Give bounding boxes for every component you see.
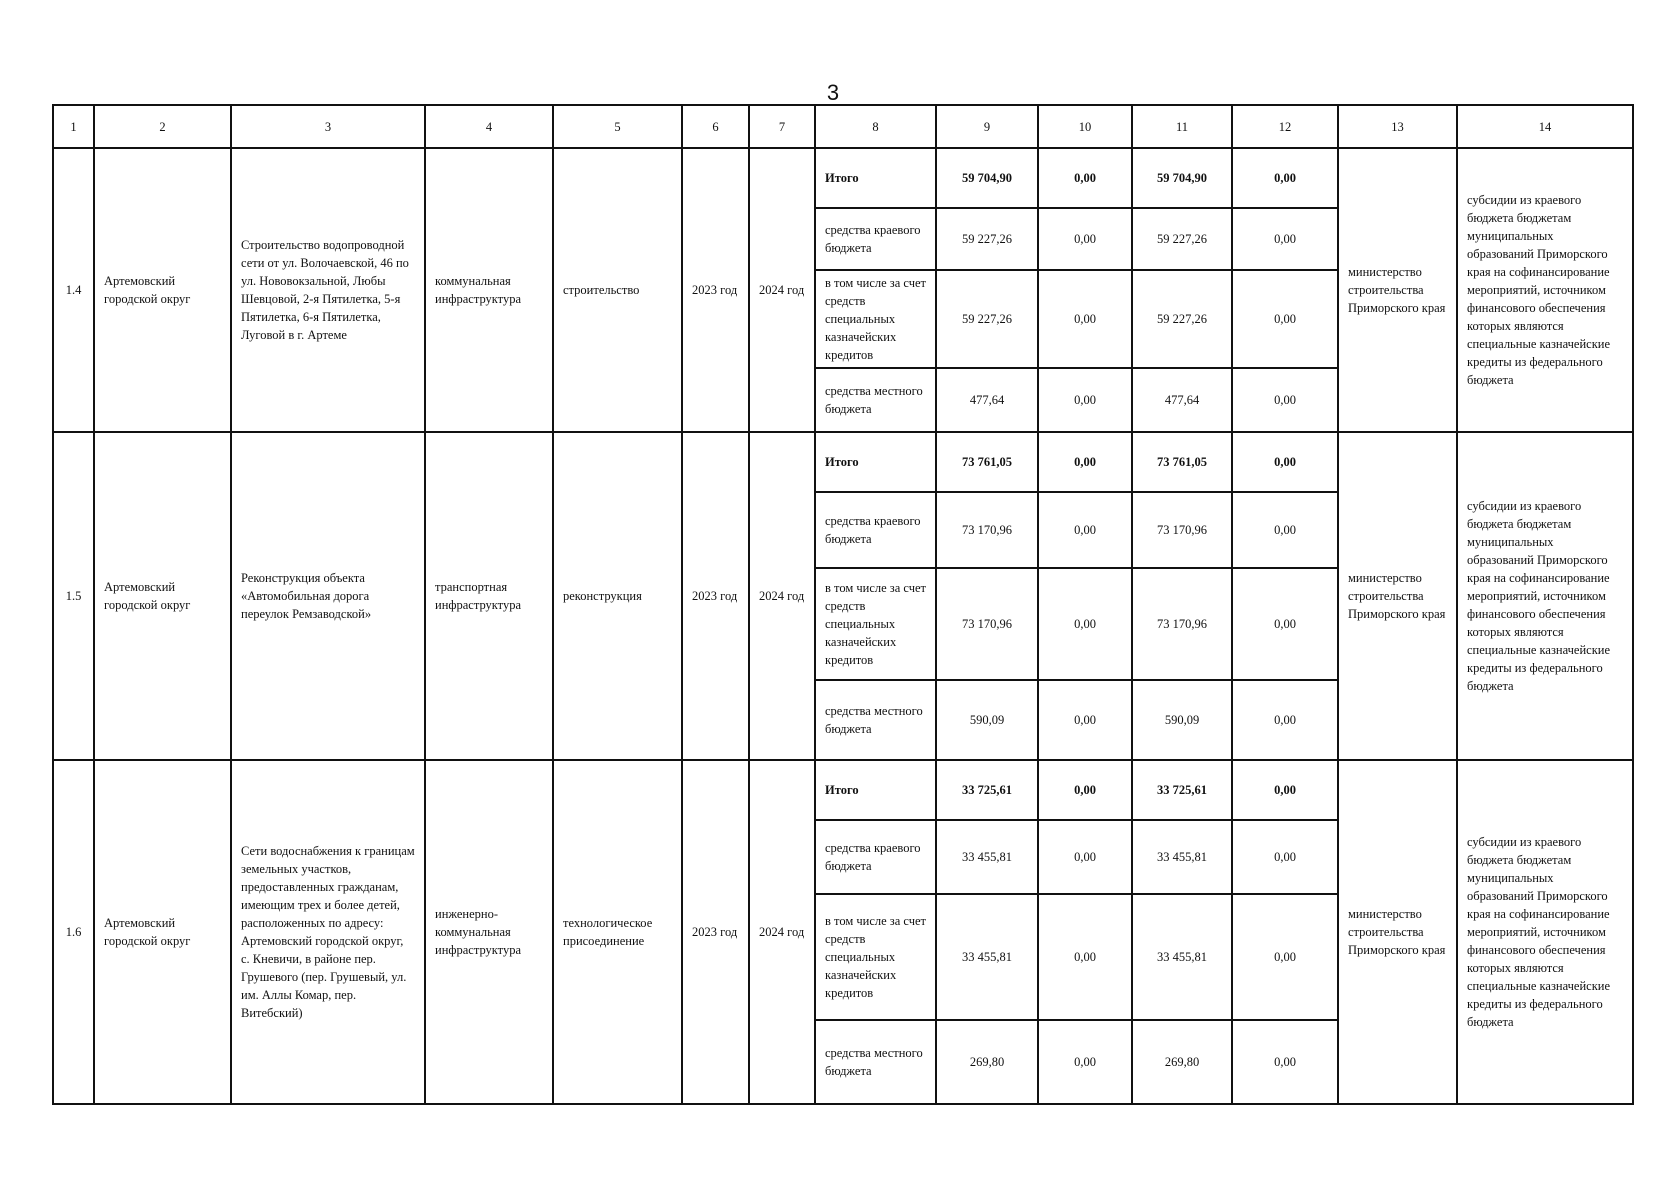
row-number: 1.6 (53, 760, 94, 1104)
value-cell: 33 455,81 (936, 820, 1038, 894)
value-cell: 0,00 (1232, 208, 1338, 270)
category-cell: инженерно-коммунальная инфраструктура (425, 760, 553, 1104)
value-cell: 0,00 (1232, 820, 1338, 894)
work-type-cell: технологическое присоединение (553, 760, 682, 1104)
column-header: 6 (682, 105, 749, 148)
work-type-cell: строительство (553, 148, 682, 432)
column-header: 2 (94, 105, 231, 148)
value-cell: 73 170,96 (1132, 492, 1232, 568)
end-year-cell: 2024 год (749, 432, 815, 760)
value-cell: 269,80 (1132, 1020, 1232, 1104)
value-cell: 0,00 (1038, 1020, 1132, 1104)
funding-source: Итого (815, 760, 936, 820)
category-cell: коммунальная инфраструктура (425, 148, 553, 432)
end-year-cell: 2024 год (749, 148, 815, 432)
column-header: 13 (1338, 105, 1457, 148)
municipality-cell: Артемовский городской округ (94, 148, 231, 432)
note-cell: субсидии из краевого бюджета бюджетам муниципальных образований Приморского края на софинансирование мероприятий, источником финансового обеспечения которых являются специальные казначейские кредиты из федерального бюджета (1457, 148, 1633, 432)
responsible-cell: министерство строительства Приморского края (1338, 148, 1457, 432)
municipality-cell: Артемовский городской округ (94, 432, 231, 760)
end-year-cell: 2024 год (749, 760, 815, 1104)
value-cell: 269,80 (936, 1020, 1038, 1104)
value-cell: 59 704,90 (936, 148, 1038, 208)
funding-source: средства местного бюджета (815, 680, 936, 760)
value-cell: 73 170,96 (1132, 568, 1232, 680)
object-cell: Реконструкция объекта «Автомобильная дорога переулок Ремзаводской» (231, 432, 425, 760)
value-cell: 0,00 (1232, 760, 1338, 820)
funding-source: в том числе за счет средств специальных казначейских кредитов (815, 568, 936, 680)
value-cell: 0,00 (1232, 568, 1338, 680)
value-cell: 0,00 (1232, 680, 1338, 760)
start-year-cell: 2023 год (682, 760, 749, 1104)
table-row (53, 148, 1633, 208)
value-cell: 73 170,96 (936, 568, 1038, 680)
note-cell: субсидии из краевого бюджета бюджетам муниципальных образований Приморского края на софинансирование мероприятий, источником финансового обеспечения которых являются специальные казначейские кредиты из федерального бюджета (1457, 760, 1633, 1104)
table-row (53, 760, 1633, 820)
column-header: 12 (1232, 105, 1338, 148)
column-header: 7 (749, 105, 815, 148)
funding-source: средства краевого бюджета (815, 820, 936, 894)
funding-source: в том числе за счет средств специальных казначейских кредитов (815, 270, 936, 368)
funding-source: Итого (815, 148, 936, 208)
object-cell: Строительство водопроводной сети от ул. Волочаевской, 46 по ул. Нововокзальной, Любы Шевцовой, 2-я Пятилетка, 5-я Пятилетка, 6-я Пятилетка, Луговой в г. Артеме (231, 148, 425, 432)
column-header: 14 (1457, 105, 1633, 148)
responsible-cell: министерство строительства Приморского края (1338, 760, 1457, 1104)
value-cell: 0,00 (1038, 820, 1132, 894)
column-header: 10 (1038, 105, 1132, 148)
value-cell: 33 725,61 (936, 760, 1038, 820)
value-cell: 477,64 (1132, 368, 1232, 432)
column-header: 11 (1132, 105, 1232, 148)
value-cell: 0,00 (1232, 1020, 1338, 1104)
value-cell: 0,00 (1038, 568, 1132, 680)
value-cell: 73 761,05 (1132, 432, 1232, 492)
start-year-cell: 2023 год (682, 432, 749, 760)
funding-source: средства местного бюджета (815, 1020, 936, 1104)
projects-table (52, 104, 1634, 1105)
value-cell: 33 455,81 (936, 894, 1038, 1020)
responsible-cell: министерство строительства Приморского края (1338, 432, 1457, 760)
municipality-cell: Артемовский городской округ (94, 760, 231, 1104)
work-type-cell: реконструкция (553, 432, 682, 760)
value-cell: 0,00 (1232, 432, 1338, 492)
funding-source: средства краевого бюджета (815, 208, 936, 270)
value-cell: 0,00 (1038, 208, 1132, 270)
value-cell: 0,00 (1038, 492, 1132, 568)
page-number: 3 (826, 80, 840, 105)
value-cell: 73 761,05 (936, 432, 1038, 492)
value-cell: 0,00 (1038, 148, 1132, 208)
column-header: 9 (936, 105, 1038, 148)
value-cell: 59 227,26 (936, 208, 1038, 270)
value-cell: 59 227,26 (936, 270, 1038, 368)
value-cell: 0,00 (1232, 894, 1338, 1020)
value-cell: 0,00 (1038, 680, 1132, 760)
value-cell: 590,09 (936, 680, 1038, 760)
value-cell: 0,00 (1038, 368, 1132, 432)
column-header: 3 (231, 105, 425, 148)
note-cell: субсидии из краевого бюджета бюджетам муниципальных образований Приморского края на софинансирование мероприятий, источником финансового обеспечения которых являются специальные казначейские кредиты из федерального бюджета (1457, 432, 1633, 760)
header-row (53, 105, 1633, 148)
value-cell: 0,00 (1038, 432, 1132, 492)
value-cell: 0,00 (1038, 894, 1132, 1020)
value-cell: 0,00 (1038, 760, 1132, 820)
value-cell: 73 170,96 (936, 492, 1038, 568)
value-cell: 0,00 (1038, 270, 1132, 368)
funding-source: в том числе за счет средств специальных казначейских кредитов (815, 894, 936, 1020)
funding-source: Итого (815, 432, 936, 492)
start-year-cell: 2023 год (682, 148, 749, 432)
value-cell: 0,00 (1232, 270, 1338, 368)
object-cell: Сети водоснабжения к границам земельных участков, предоставленных гражданам, имеющим трех и более детей, расположенных по адресу: Артемовский городской округ, с. Кневичи, в районе пер. Грушевого (пер. Грушевый, ул. им. Аллы Комар, пер. Витебский) (231, 760, 425, 1104)
value-cell: 0,00 (1232, 148, 1338, 208)
value-cell: 59 227,26 (1132, 270, 1232, 368)
column-header: 1 (53, 105, 94, 148)
value-cell: 59 227,26 (1132, 208, 1232, 270)
column-header: 5 (553, 105, 682, 148)
row-number: 1.4 (53, 148, 94, 432)
row-number: 1.5 (53, 432, 94, 760)
table-row (53, 432, 1633, 492)
funding-source: средства краевого бюджета (815, 492, 936, 568)
value-cell: 59 704,90 (1132, 148, 1232, 208)
value-cell: 477,64 (936, 368, 1038, 432)
funding-source: средства местного бюджета (815, 368, 936, 432)
value-cell: 590,09 (1132, 680, 1232, 760)
column-header: 4 (425, 105, 553, 148)
column-header: 8 (815, 105, 936, 148)
value-cell: 33 455,81 (1132, 820, 1232, 894)
value-cell: 33 725,61 (1132, 760, 1232, 820)
value-cell: 0,00 (1232, 368, 1338, 432)
category-cell: транспортная инфраструктура (425, 432, 553, 760)
value-cell: 0,00 (1232, 492, 1338, 568)
value-cell: 33 455,81 (1132, 894, 1232, 1020)
